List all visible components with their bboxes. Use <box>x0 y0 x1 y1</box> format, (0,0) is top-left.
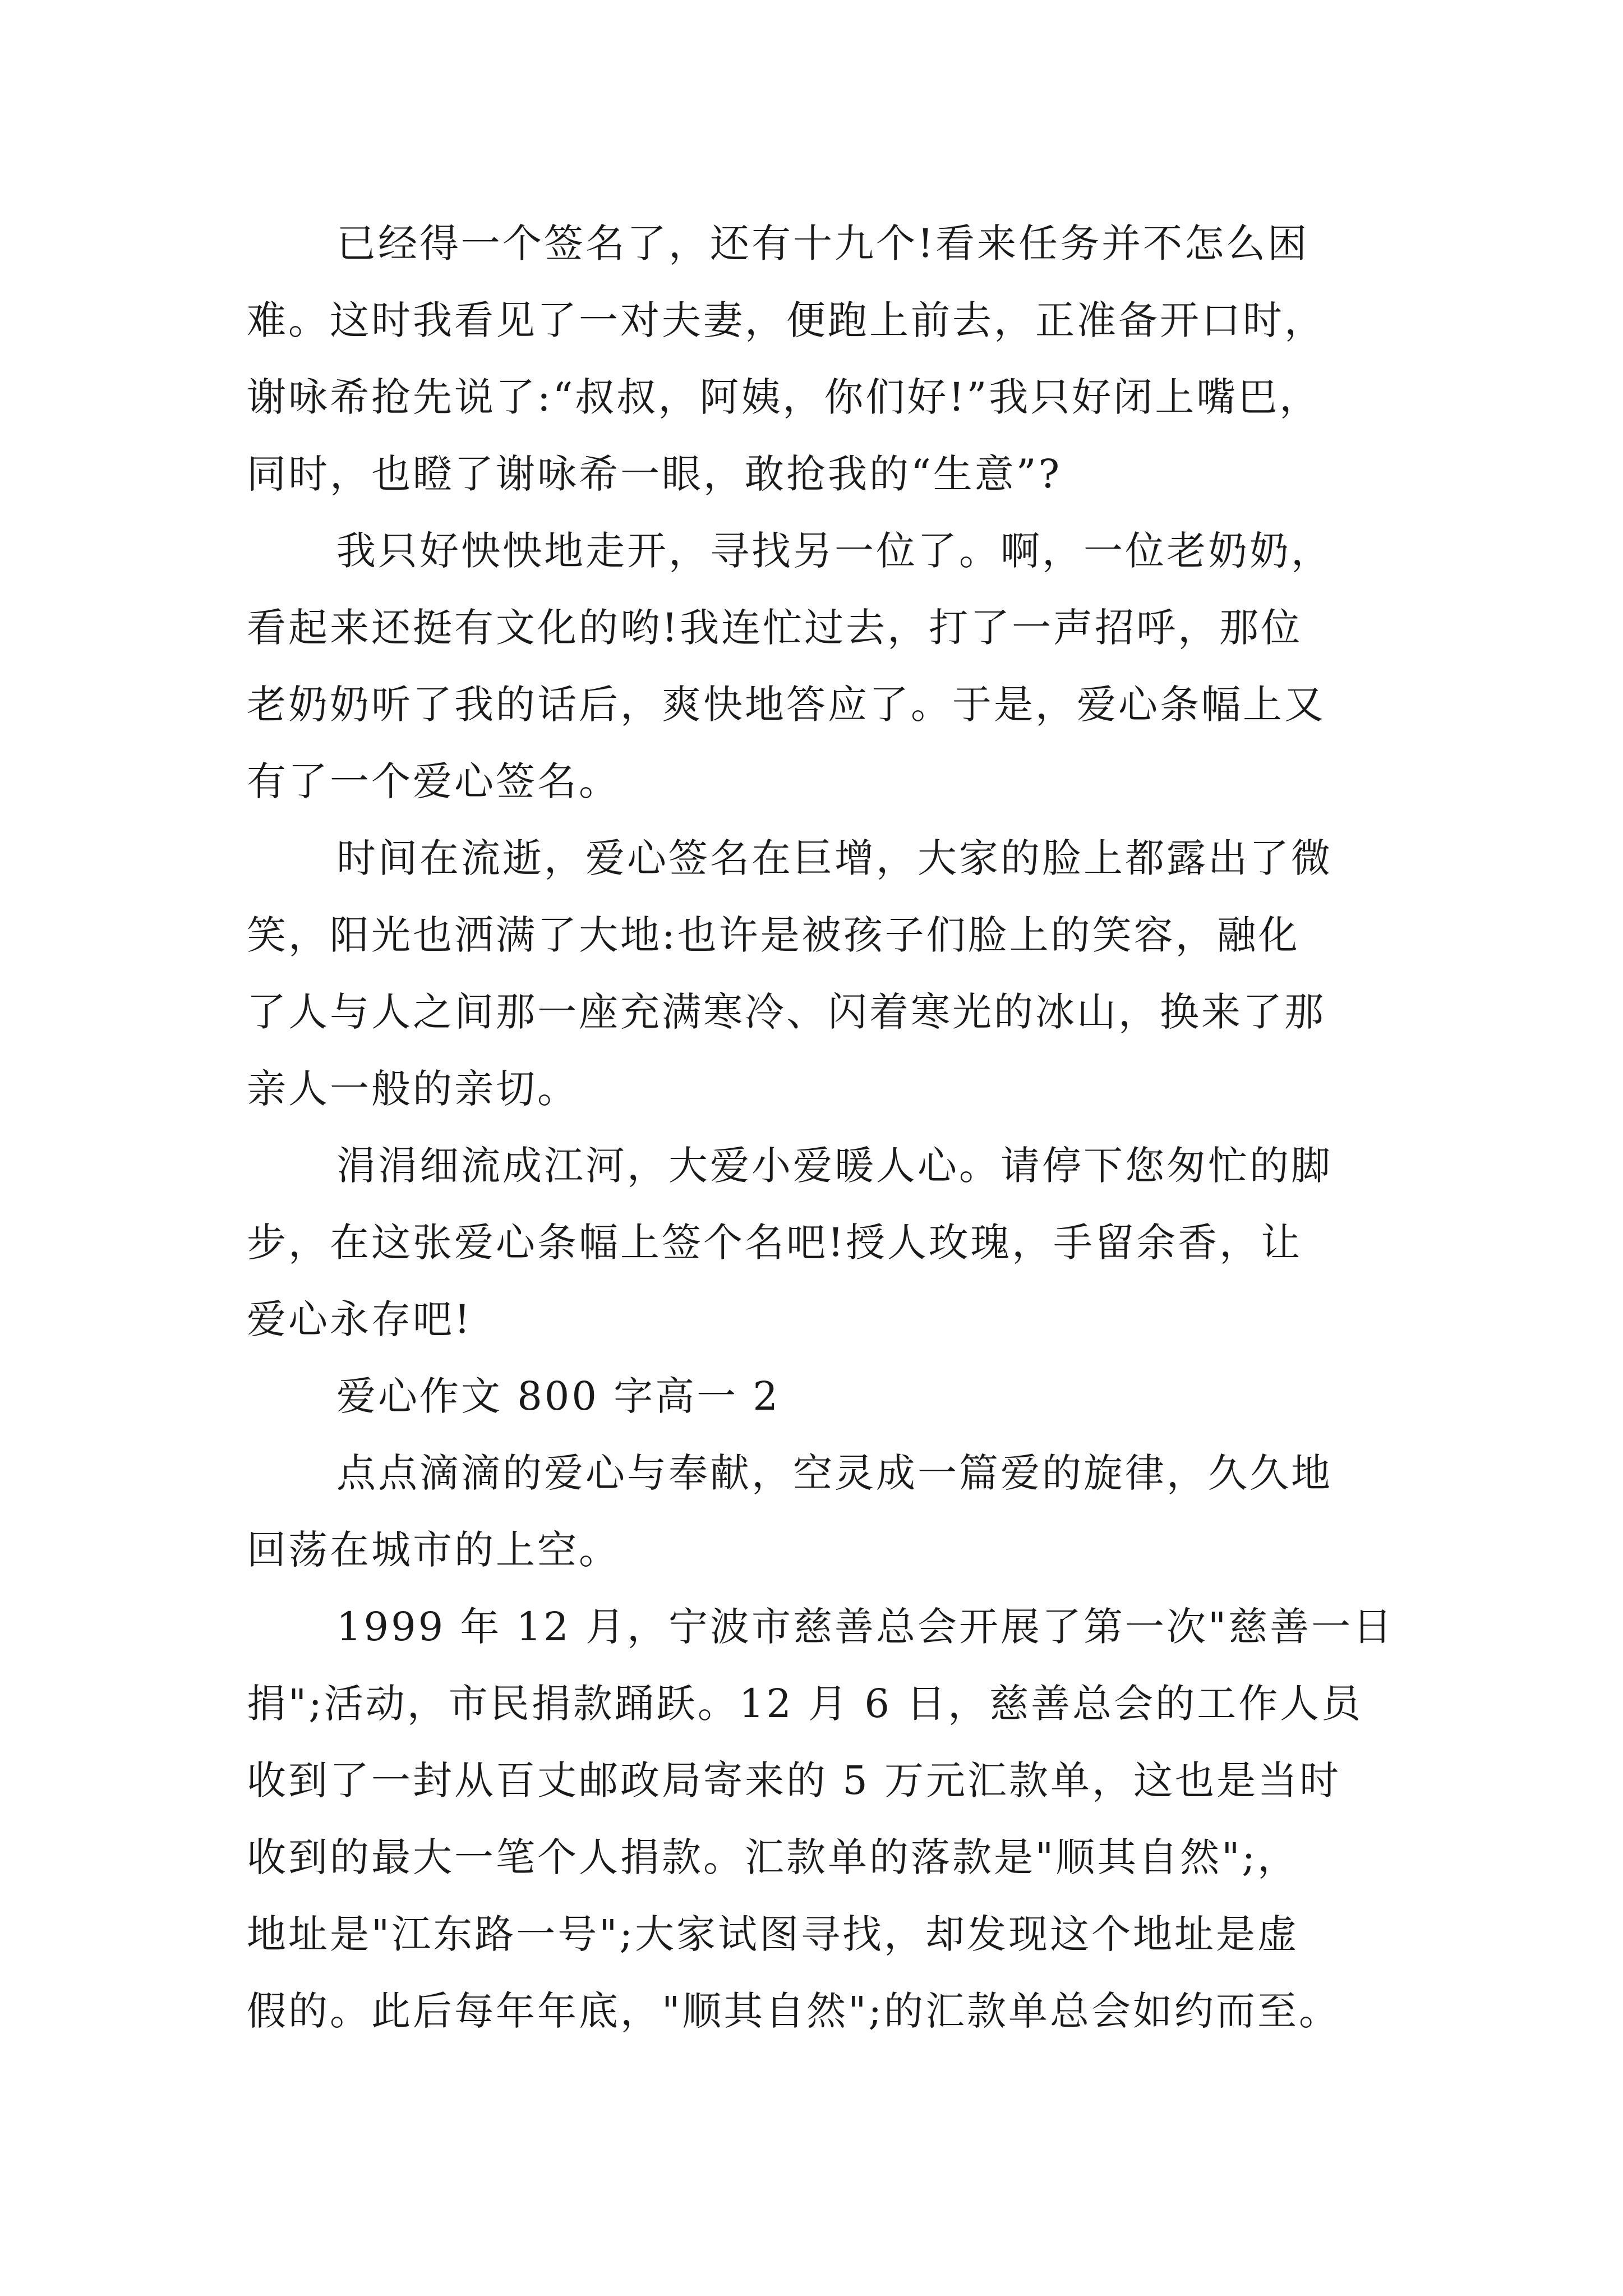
text-line-10: 笑，阳光也洒满了大地:也许是被孩子们脸上的笑容，融化 <box>247 912 1300 958</box>
text-line-7: 老奶奶听了我的话后，爽快地答应了。于是，爱心条幅上又 <box>247 682 1326 728</box>
text-line-24: 假的。此后每年年底，"顺其自然";的汇款单总会如约而至。 <box>247 1988 1340 2034</box>
text-line-1: 已经得一个签名了，还有十九个!看来任务并不怎么困 <box>336 220 1310 266</box>
text-line-14: 步，在这张爱心条幅上签个名吧!授人玫瑰，手留余香，让 <box>247 1220 1303 1266</box>
text-line-4: 同时，也瞪了谢咏希一眼，敢抢我的“生意”? <box>247 451 1062 497</box>
text-line-17: 点点滴滴的爱心与奉献，空灵成一篇爱的旋律，久久地 <box>336 1450 1332 1496</box>
text-line-22: 收到的最大一笔个人捐款。汇款单的落款是"顺其自然";， <box>247 1834 1299 1880</box>
section-heading: 爱心作文 800 字高一 2 <box>336 1373 780 1419</box>
text-line-3: 谢咏希抢先说了:“叔叔，阿姨，你们好!”我只好闭上嘴巴， <box>247 374 1321 420</box>
text-line-21: 收到了一封从百丈邮政局寄来的 5 万元汇款单，这也是当时 <box>247 1757 1341 1803</box>
text-line-23: 地址是"江东路一号";大家试图寻找，却发现这个地址是虚 <box>247 1911 1299 1957</box>
text-line-5: 我只好怏怏地走开，寻找另一位了。啊，一位老奶奶， <box>336 528 1332 574</box>
text-line-20: 捐";活动，市民捐款踊跃。12 月 6 日，慈善总会的工作人员 <box>247 1681 1363 1727</box>
text-line-2: 难。这时我看见了一对夫妻，便跑上前去，正准备开口时， <box>247 297 1326 343</box>
text-line-8: 有了一个爱心签名。 <box>247 758 620 804</box>
text-line-9: 时间在流逝，爱心签名在巨增，大家的脸上都露出了微 <box>336 835 1332 881</box>
text-line-15: 爱心永存吧! <box>247 1296 473 1342</box>
text-line-6: 看起来还挺有文化的哟!我连忙过去，打了一声招呼，那位 <box>247 605 1303 651</box>
text-line-19: 1999 年 12 月，宁波市慈善总会开展了第一次"慈善一日 <box>336 1604 1395 1650</box>
text-line-11: 了人与人之间那一座充满寒冷、闪着寒光的冰山，换来了那 <box>247 989 1326 1035</box>
text-line-12: 亲人一般的亲切。 <box>247 1066 579 1112</box>
text-line-13: 涓涓细流成江河，大爱小爱暖人心。请停下您匆忙的脚 <box>336 1143 1332 1189</box>
text-line-18: 回荡在城市的上空。 <box>247 1527 620 1573</box>
